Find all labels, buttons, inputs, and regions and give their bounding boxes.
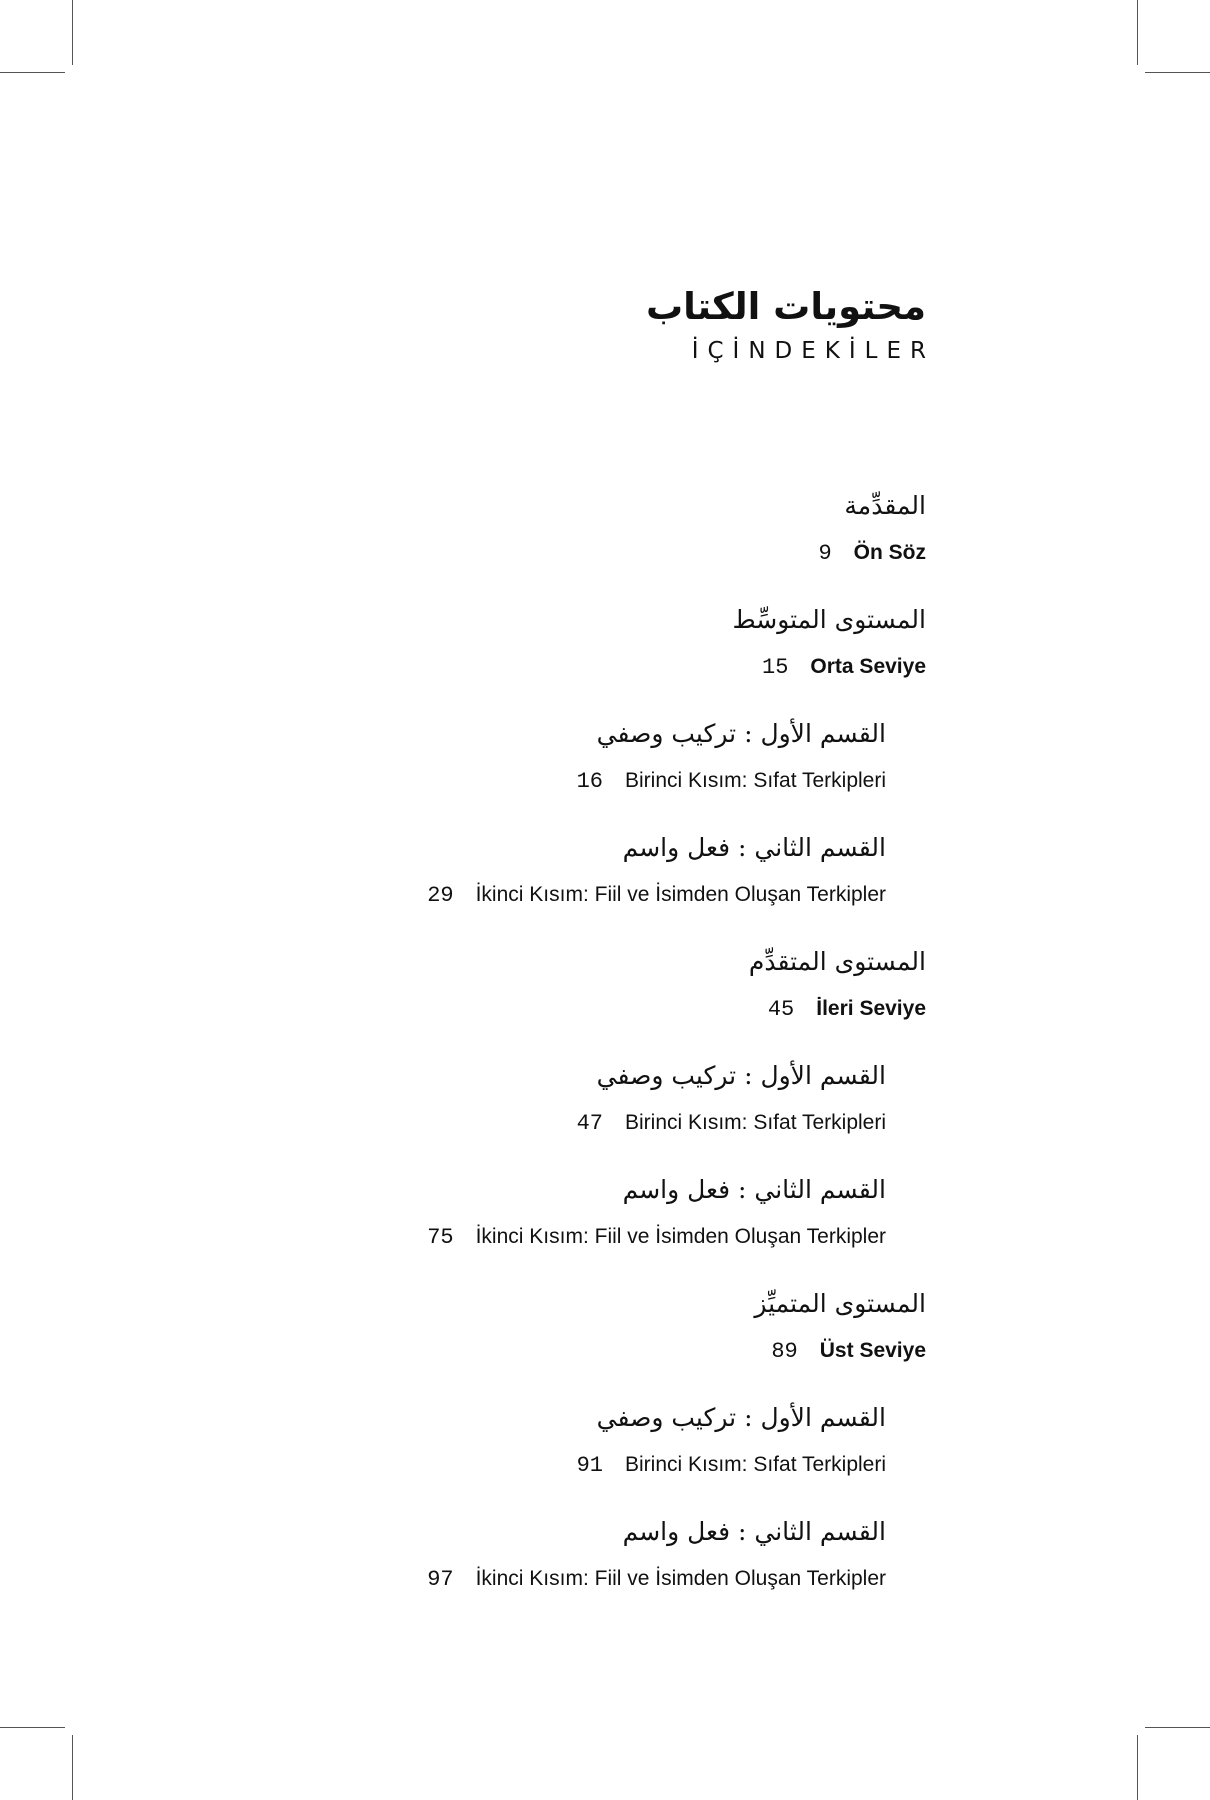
toc-entry-line <box>226 1449 886 1481</box>
crop-mark-top-right-vertical <box>1137 0 1138 65</box>
crop-mark-bottom-left-horizontal <box>0 1727 65 1728</box>
contents-title-arabic: محتويات الكتاب <box>646 285 926 328</box>
toc-entry-page-number: 97 <box>427 1567 454 1592</box>
crop-mark-bottom-left-vertical <box>72 1735 73 1800</box>
crop-mark-bottom-right-horizontal <box>1145 1727 1210 1728</box>
toc-entry-arabic-title: المستوى المتميِّز <box>754 1289 926 1318</box>
toc-entry-arabic-title: القسم الثاني : فعل واسم <box>622 1517 886 1546</box>
toc-entry-turkish-title: İkinci Kısım: Fiil ve İsimden Oluşan Terkipler <box>475 1225 886 1248</box>
toc-entry-turkish-title: Birinci Kısım: Sıfat Terkipleri <box>624 1453 886 1476</box>
toc-entry-page-number: 75 <box>427 1225 454 1250</box>
toc-entry-turkish-title: Üst Seviye <box>819 1339 926 1362</box>
crop-mark-top-right-horizontal <box>1145 72 1210 73</box>
toc-entry-line <box>226 1335 926 1367</box>
toc-section-entry[interactable] <box>226 1281 926 1367</box>
toc-entry-line <box>226 765 886 797</box>
toc-entry-turkish-title: İkinci Kısım: Fiil ve İsimden Oluşan Terkipler <box>475 883 886 906</box>
toc-entry-arabic-title: المستوى المتوسِّط <box>732 605 926 634</box>
crop-mark-bottom-right-vertical <box>1137 1735 1138 1800</box>
toc-entry-turkish-title: Ön Söz <box>853 541 926 564</box>
toc-entry-arabic-title: القسم الثاني : فعل واسم <box>622 833 886 862</box>
toc-entry-turkish-title: İkinci Kısım: Fiil ve İsimden Oluşan Terkipler <box>475 1567 886 1590</box>
toc-entry-arabic-title: القسم الأول : تركيب وصفي <box>596 1403 886 1432</box>
toc-entry-page-number: 29 <box>427 883 454 908</box>
toc-entry-line <box>226 537 926 569</box>
toc-subsection-entry[interactable] <box>226 711 886 797</box>
toc-entry-arabic-title: المقدِّمة <box>844 491 926 520</box>
crop-mark-top-left-horizontal <box>0 72 65 73</box>
toc-section-entry[interactable] <box>226 597 926 683</box>
toc-entry-arabic-title: القسم الأول : تركيب وصفي <box>596 1061 886 1090</box>
toc-entry-page-number: 89 <box>771 1339 798 1364</box>
toc-entry-page-number: 9 <box>818 541 832 566</box>
toc-entry-line <box>226 1563 886 1595</box>
contents-title-turkish: İÇİNDEKİLER <box>691 338 935 364</box>
toc-entry-line <box>226 1107 886 1139</box>
toc-entry-line <box>226 993 926 1025</box>
toc-subsection-entry[interactable] <box>226 1509 886 1595</box>
toc-entry-line <box>226 1221 886 1253</box>
toc-subsection-entry[interactable] <box>226 1167 886 1253</box>
toc-entry-turkish-title: Orta Seviye <box>810 655 926 678</box>
contents-title-block <box>646 282 935 366</box>
toc-entry-page-number: 15 <box>762 655 789 680</box>
toc-section-entry[interactable] <box>226 939 926 1025</box>
toc-entry-page-number: 45 <box>767 997 795 1022</box>
toc-entry-line <box>226 879 886 911</box>
toc-entry-turkish-title: Birinci Kısım: Sıfat Terkipleri <box>624 769 886 792</box>
toc-entry-page-number: 91 <box>576 1453 603 1478</box>
toc-section-entry[interactable] <box>226 483 926 569</box>
toc-entry-line <box>226 651 926 683</box>
toc-entry-arabic-title: المستوى المتقدِّم <box>748 947 926 976</box>
toc-entry-arabic-title: القسم الأول : تركيب وصفي <box>596 719 886 748</box>
toc-entry-turkish-title: İleri Seviye <box>816 997 926 1020</box>
toc-entry-page-number: 47 <box>576 1111 603 1136</box>
toc-subsection-entry[interactable] <box>226 1053 886 1139</box>
toc-entry-arabic-title: القسم الثاني : فعل واسم <box>622 1175 886 1204</box>
toc-entry-turkish-title: Birinci Kısım: Sıfat Terkipleri <box>624 1111 886 1134</box>
toc-subsection-entry[interactable] <box>226 825 886 911</box>
table-of-contents <box>226 483 926 1595</box>
toc-subsection-entry[interactable] <box>226 1395 886 1481</box>
toc-entry-page-number: 16 <box>576 769 603 794</box>
crop-mark-top-left-vertical <box>72 0 73 65</box>
